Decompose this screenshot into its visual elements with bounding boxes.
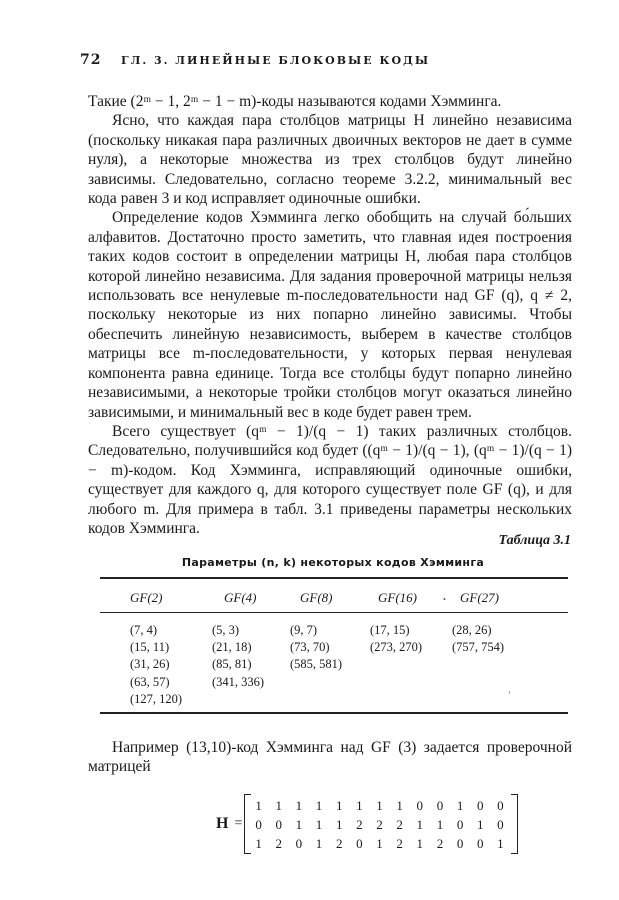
table-cell: (585, 581)	[290, 657, 343, 672]
matrix-row: 0 0 1 1 1 2 2 2 1 1 0 1 0	[255, 816, 509, 832]
matrix-row: 1 1 1 1 1 1 1 1 0 0 1 0 0	[255, 797, 509, 813]
body-text	[88, 92, 572, 538]
left-bracket	[244, 794, 251, 854]
matrix-row: 1 2 0 1 2 0 1 2 1 2 0 0 1	[255, 835, 509, 851]
paragraph: Ясно, что каждая пара столбцов матрицы H линейно независима (поскольку никакая пара различных двоичных векторов не дает в сумме нуля), а некоторые множества из трех столбцов будут линейно зависимы. Следовательно, согласно теореме 3.2.2, минимальный вес кода равен 3 и код исправляет одиночные ошибки.	[88, 112, 572, 208]
table-header-cell: GF(16)	[378, 590, 417, 605]
right-bracket	[511, 794, 518, 854]
table-cell: (7, 4)	[130, 623, 158, 637]
running-title: ГЛ. 3. ЛИНЕЙНЫЕ БЛОКОВЫЕ КОДЫ	[121, 54, 431, 67]
equals-sign: =	[234, 816, 243, 831]
matrix-body	[251, 796, 511, 853]
matrix-label: H	[216, 815, 229, 832]
table-bottom-rule	[100, 712, 568, 714]
table-column	[452, 622, 504, 656]
table-column	[290, 622, 342, 674]
table-label: Таблица 3.1	[498, 533, 571, 548]
table-cell: (63, 57)	[130, 674, 170, 689]
example-text	[88, 738, 572, 777]
table-caption: Параметры (n, k) некоторых кодов Хэмминга	[181, 556, 485, 569]
paragraph: Например (13,10)-код Хэмминга над GF (3) задается проверочной матрицей	[88, 739, 572, 776]
table-header-cell: GF(2)	[130, 590, 163, 605]
scan-mark: •	[443, 595, 446, 604]
table-cell: (15, 11)	[130, 640, 170, 655]
table-cell: (757, 754)	[452, 640, 505, 655]
table-cell: (341, 336)	[212, 674, 265, 689]
table-column	[370, 622, 422, 656]
table-cell: (9, 7)	[290, 623, 318, 637]
table-column	[130, 622, 182, 708]
table-cell: (273, 270)	[370, 640, 423, 655]
paragraph: Такие (2ᵐ − 1, 2ᵐ − 1 − m)-коды называются кодами Хэмминга.	[88, 93, 502, 110]
table-header-rule	[100, 612, 568, 613]
page-header	[80, 52, 560, 68]
page-number: 72	[80, 52, 102, 68]
table-column	[212, 622, 264, 691]
paragraph: Всего существует (qᵐ − 1)/(q − 1) таких различных столбцов. Следовательно, получившийся код будет ((qᵐ − 1)/(q − 1), (qᵐ − 1)/(q − 1) − m)-кодом. Код Хэмминга, исправляющий одиночные ошибки, существует для каждого q, для которого существует поле GF (q), и для любого m. Для примера в табл. 3.1 приведены параметры нескольких кодов Хэмминга.	[88, 422, 572, 537]
table-cell: (17, 15)	[370, 623, 410, 637]
scan-mark: ʼ	[508, 690, 511, 699]
table-cell: (21, 18)	[212, 640, 252, 655]
table-cell: (73, 70)	[290, 640, 330, 655]
paragraph: Определение кодов Хэмминга легко обобщить на случай бо́льших алфавитов. Достаточно просто заметить, что главная идея построения таких кодов состоит в определении матрицы H, любая пара столбцов которой линейно независима. Для задания проверочной матрицы нельзя использовать все ненулевые m-последовательности над GF (q), q ≠ 2, поскольку некоторые из них попарно линейно зависимы. Чтобы обеспечить линейную независимость, выберем в качестве столбцов матрицы все m-последовательности, у которых первая ненулевая компонента равна единице. Тогда все столбцы будут попарно линейно независимыми, а некоторые тройки столбцов могут оказаться линейно зависимыми, и минимальный вес в коде будет равен трем.	[88, 209, 572, 421]
table-top-rule	[100, 577, 568, 579]
table-cell: (85, 81)	[212, 657, 252, 672]
table-header-cell: GF(27)	[460, 590, 499, 605]
table-cell: (5, 3)	[212, 623, 240, 637]
table-header-cell: GF(4)	[224, 590, 257, 605]
table-cell: (127, 120)	[130, 691, 183, 706]
parity-check-matrix	[216, 794, 518, 854]
table-cell: (31, 26)	[130, 657, 170, 672]
table-cell: (28, 26)	[452, 623, 492, 637]
table-header-cell: GF(8)	[300, 590, 333, 605]
